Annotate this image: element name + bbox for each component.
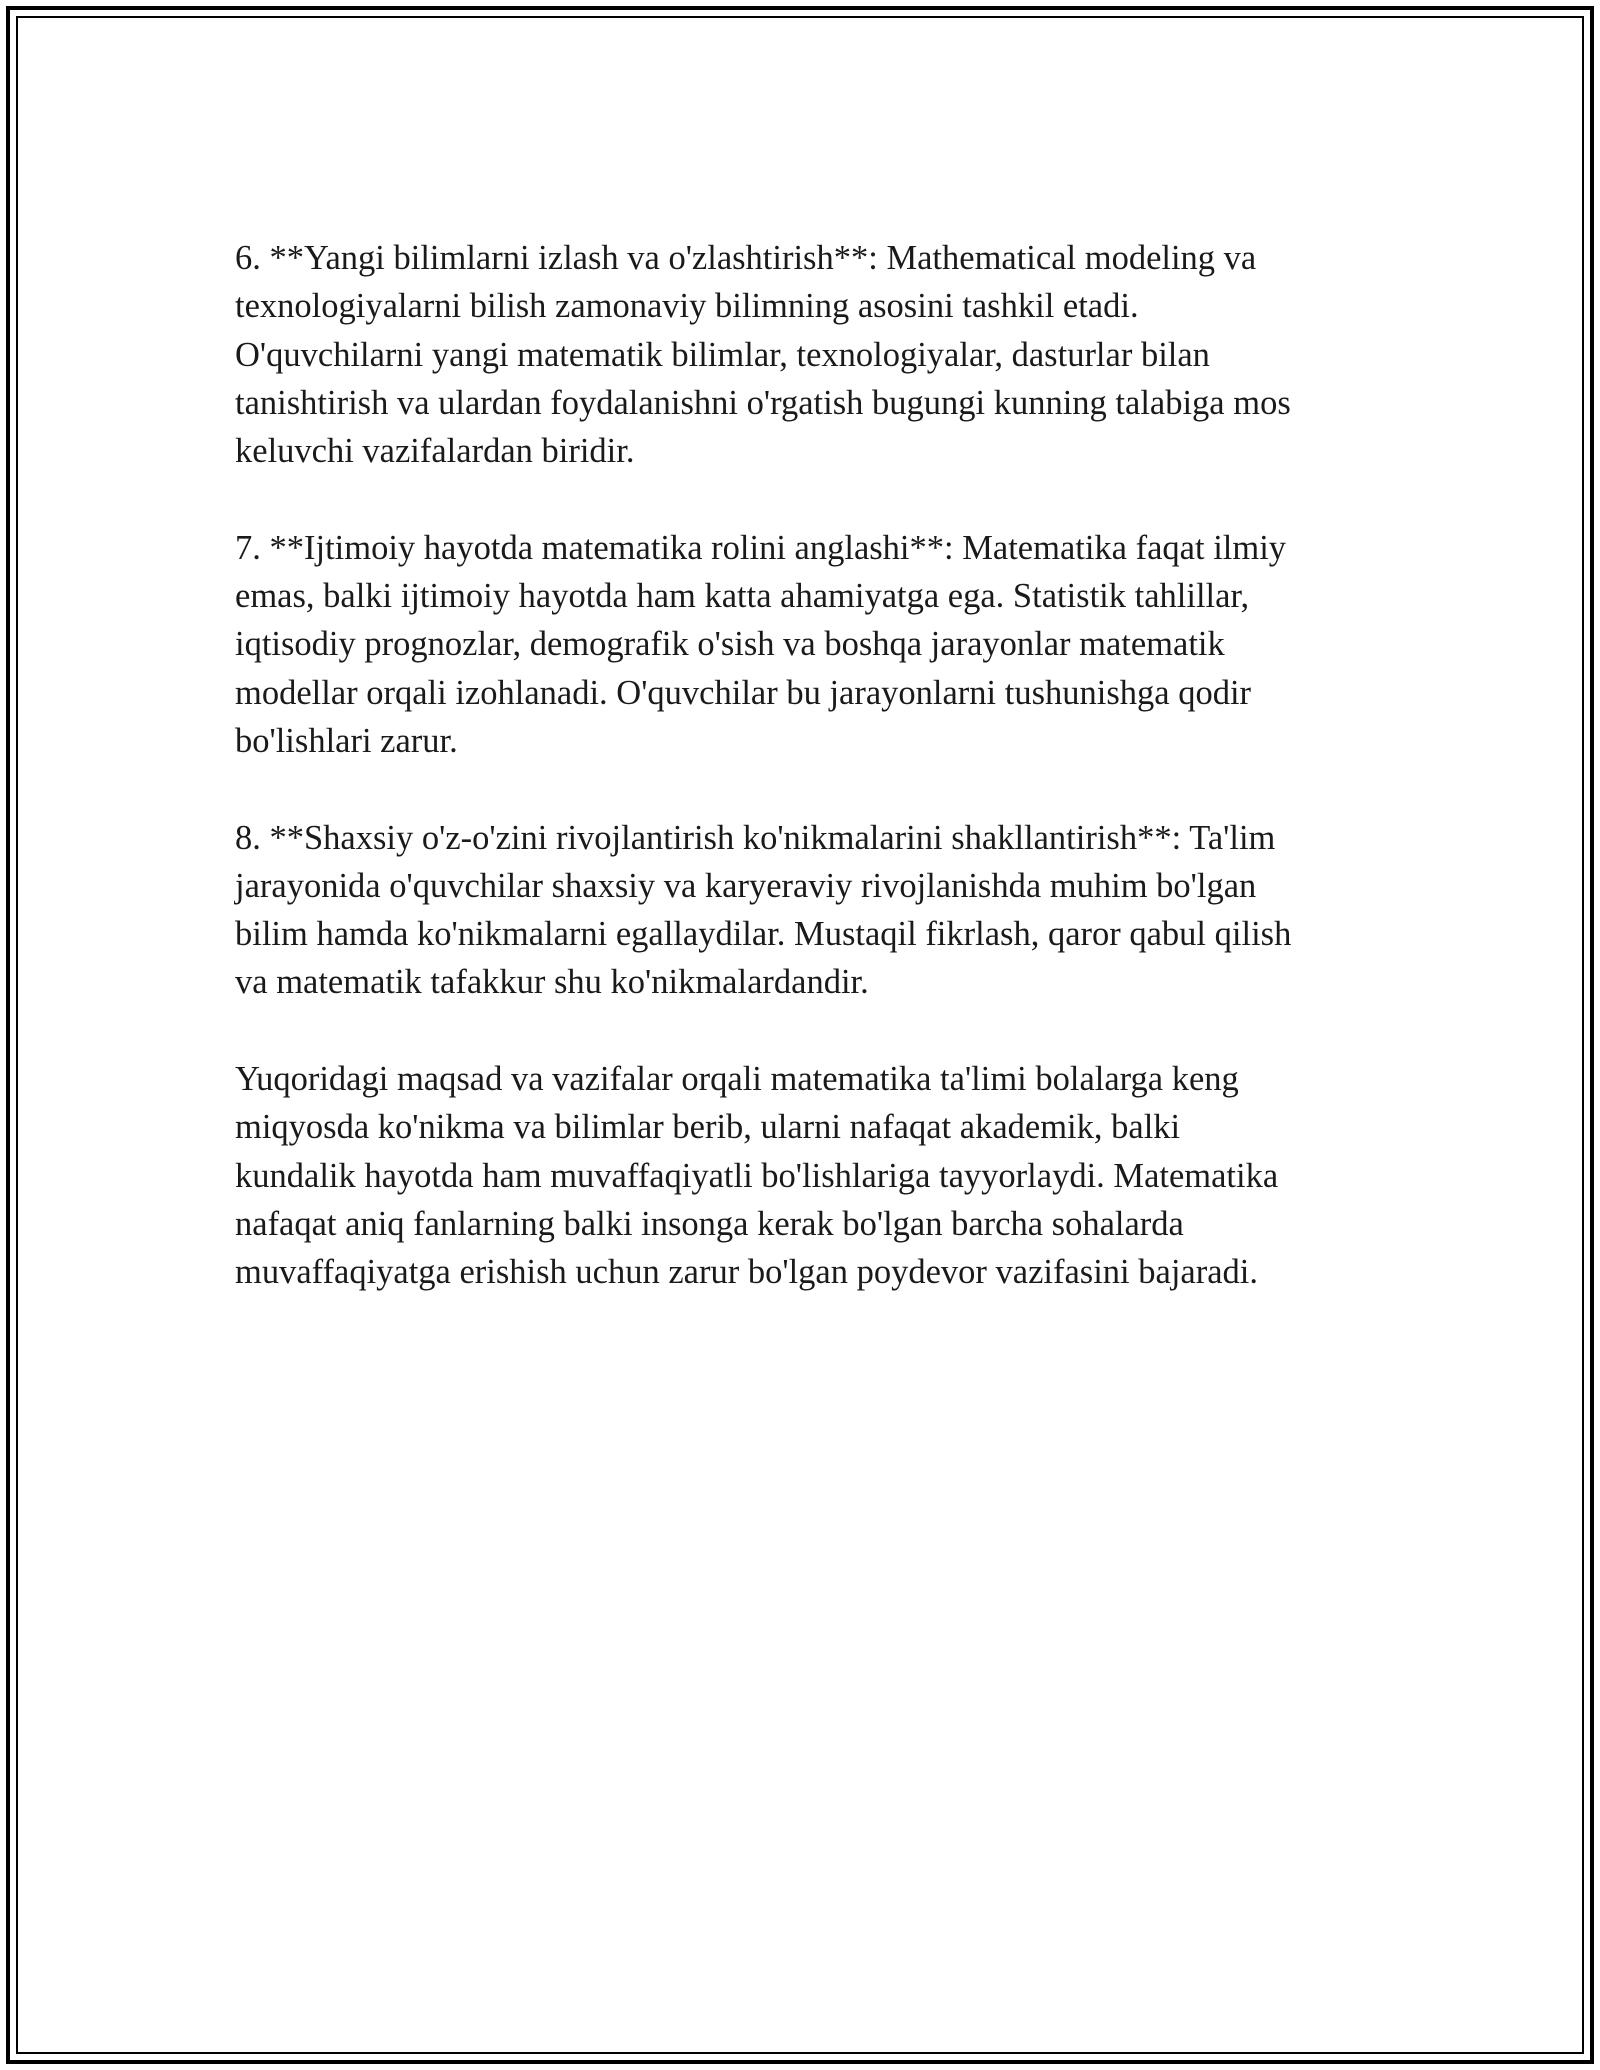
text-line: kundalik hayotda ham muvaffaqiyatli bo'lishlariga tayyorlaydi. Matematika [235, 1156, 1279, 1195]
text-line: 8. **Shaxsiy o'z-o'zini rivojlantirish ko'nikmalarini shakllantirish**: Ta'lim [235, 818, 1276, 857]
text-line: O'quvchilarni yangi matematik bilimlar, texnologiyalar, dasturlar bilan [235, 335, 1210, 374]
text-line: jarayonida o'quvchilar shaxsiy va karyeraviy rivojlanishda muhim bo'lgan [235, 866, 1257, 905]
text-line: modellar orqali izohlanadi. O'quvchilar bu jarayonlarni tushunishga qodir [235, 673, 1252, 712]
document-body [235, 234, 1375, 1345]
paragraph-item-6 [235, 234, 1375, 475]
text-line: emas, balki ijtimoiy hayotda ham katta ahamiyatga ega. Statistik tahlillar, [235, 577, 1250, 616]
text-line: bilim hamda ko'nikmalarni egallaydilar. Mustaqil fikrlash, qaror qabul qilish [235, 915, 1292, 954]
text-line: texnologiyalarni bilish zamonaviy bilimning asosini tashkil etadi. [235, 287, 1139, 326]
text-line: nafaqat aniq fanlarning balki insonga kerak bo'lgan barcha sohalarda [235, 1204, 1184, 1243]
text-line: iqtisodiy prognozlar, demografik o'sish va boshqa jarayonlar matematik [235, 625, 1225, 664]
text-line: 7. **Ijtimoiy hayotda matematika rolini anglashi**: Matematika faqat ilmiy [235, 528, 1287, 567]
text-line: bo'lishlari zarur. [235, 721, 458, 760]
text-line: muvaffaqiyatga erishish uchun zarur bo'lgan poydevor vazifasini bajaradi. [235, 1253, 1258, 1292]
paragraph-item-7 [235, 524, 1375, 765]
paragraph-conclusion [235, 1055, 1375, 1296]
text-line: tanishtirish va ulardan foydalanishni o'rgatish bugungi kunning talabiga mos [235, 383, 1291, 422]
text-line: 6. **Yangi bilimlarni izlash va o'zlashtirish**: Mathematical modeling va [235, 239, 1257, 277]
text-line: keluvchi vazifalardan biridir. [235, 432, 635, 471]
text-line: miqyosda ko'nikma va bilimlar berib, ularni nafaqat akademik, balki [235, 1108, 1181, 1147]
text-line: va matematik tafakkur shu ko'nikmalardandir. [235, 963, 869, 1002]
text-line: Yuqoridagi maqsad va vazifalar orqali matematika ta'limi bolalarga keng [235, 1060, 1239, 1099]
paragraph-item-8 [235, 814, 1375, 1007]
